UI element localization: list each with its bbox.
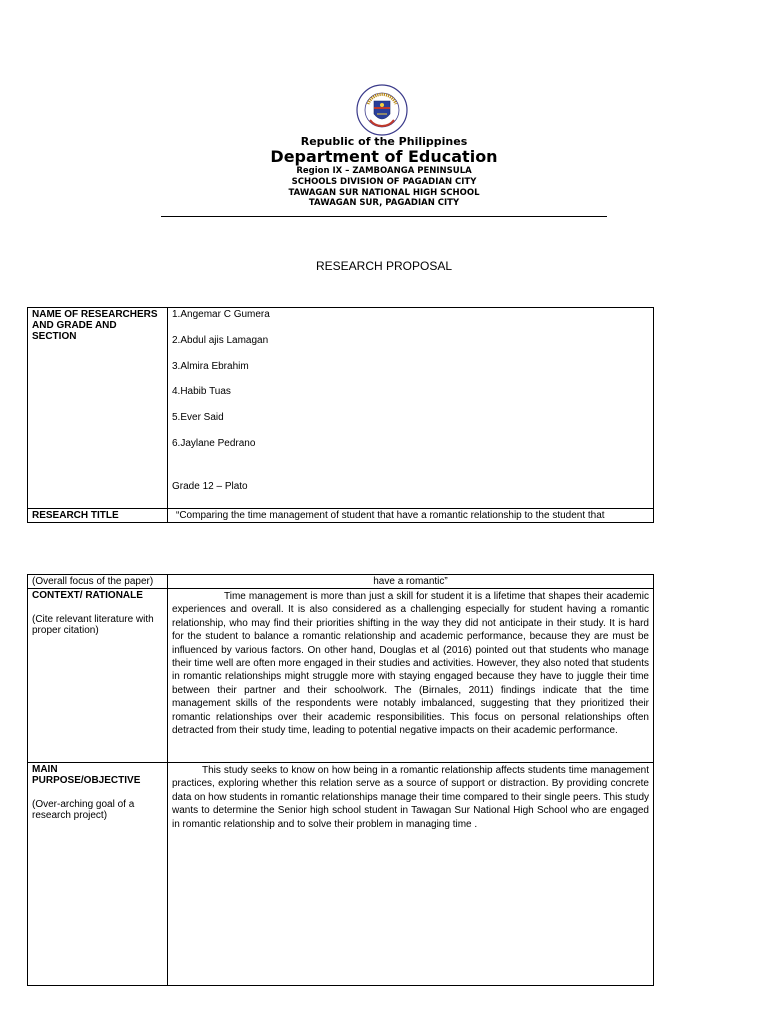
header-divider [161, 216, 607, 217]
context-sublabel: (Cite relevant literature with proper citation) [32, 614, 154, 636]
list-item: 5.Ever Said [172, 412, 224, 424]
focus-value: have a romantic” [168, 575, 654, 589]
school-name: TAWAGAN SUR NATIONAL HIGH SCHOOL [288, 188, 480, 198]
focus-label: (Overall focus of the paper) [28, 575, 168, 589]
research-title-label: RESEARCH TITLE [32, 509, 119, 521]
list-item: 2.Abdul ajis Lamagan [172, 334, 269, 346]
context-text: Time management is more than just a skill for student it is a lifetime that shapes their academic experiences and overall. It is also considered as a challenging especially for student having a romantic relationship, who may find their priorities shifting in the way they did not anticipate in their study. It is hard for the student to balance a romantic relationship and academic performance, because they are must be influenced by various factors. On other hand, Douglas et al (2016) pointed out that students who manage their time well are often more engaged in their studies and activities. However, they also noted that students in romantic relationships might struggle more with staying engaged because they have to juggle their time between their partner and their schoolwork. The (Birnales, 2011) findings indicate that the time management skills of the respondents were notably imbalanced, suggesting that they prioritized their romantic relationships over their academic responsibilities. This focus on personal relationships often detracted from their study time, leading to potential negative impacts on their academic performance. [168, 589, 654, 763]
context-label: CONTEXT/ RATIONALE [32, 590, 143, 601]
purpose-label: MAIN PURPOSE/OBJECTIVE [32, 764, 141, 786]
proposal-table [27, 574, 654, 986]
table-row [28, 508, 654, 522]
list-item: 4.Habib Tuas [172, 386, 231, 398]
document-title: RESEARCH PROPOSAL [315, 259, 453, 273]
republic-text: Republic of the Philippines [300, 135, 468, 148]
division-text: SCHOOLS DIVISION OF PAGADIAN CITY [291, 177, 477, 187]
table-row [28, 589, 654, 763]
table-row [28, 575, 654, 589]
list-item: 6.Jaylane Pedrano [172, 437, 256, 449]
department-name: Department of Education [270, 147, 498, 166]
purpose-text: This study seeks to know on how being in a romantic relationship affects students time management practices, exploring whether this relation serve as a source of support or distraction. By providing concrete data on how students in romantic relationships manage their time compared to their single peers. This study wants to determine the Senior high school student in Tawagan Sur National High School who are engaged in romantic relationship and to solve their problem in managing time . [168, 763, 654, 986]
researchers-list-cell [168, 308, 654, 509]
purpose-sublabel: (Over-arching goal of a research project) [32, 799, 135, 821]
school-address: TAWAGAN SUR, PAGADIAN CITY [308, 198, 460, 208]
researchers-label-cell [28, 308, 168, 509]
context-label-cell [28, 589, 168, 763]
region-text: Region IX – ZAMBOANGA PENINSULA [296, 166, 472, 176]
purpose-label-cell [28, 763, 168, 986]
researchers-table [27, 307, 654, 523]
table-row [28, 308, 654, 509]
list-item: 3.Almira Ebrahim [172, 360, 249, 372]
researchers-label: NAME OF RESEARCHERS AND GRADE AND SECTION [32, 309, 158, 342]
research-title-label-cell [28, 508, 168, 522]
table-row [28, 763, 654, 986]
deped-seal-logo [356, 84, 408, 136]
grade-section: Grade 12 – Plato [172, 480, 248, 492]
list-item: 1.Angemar C Gumera [172, 309, 270, 320]
research-title-value: “Comparing the time management of student that have a romantic relationship to the student that [168, 508, 654, 522]
